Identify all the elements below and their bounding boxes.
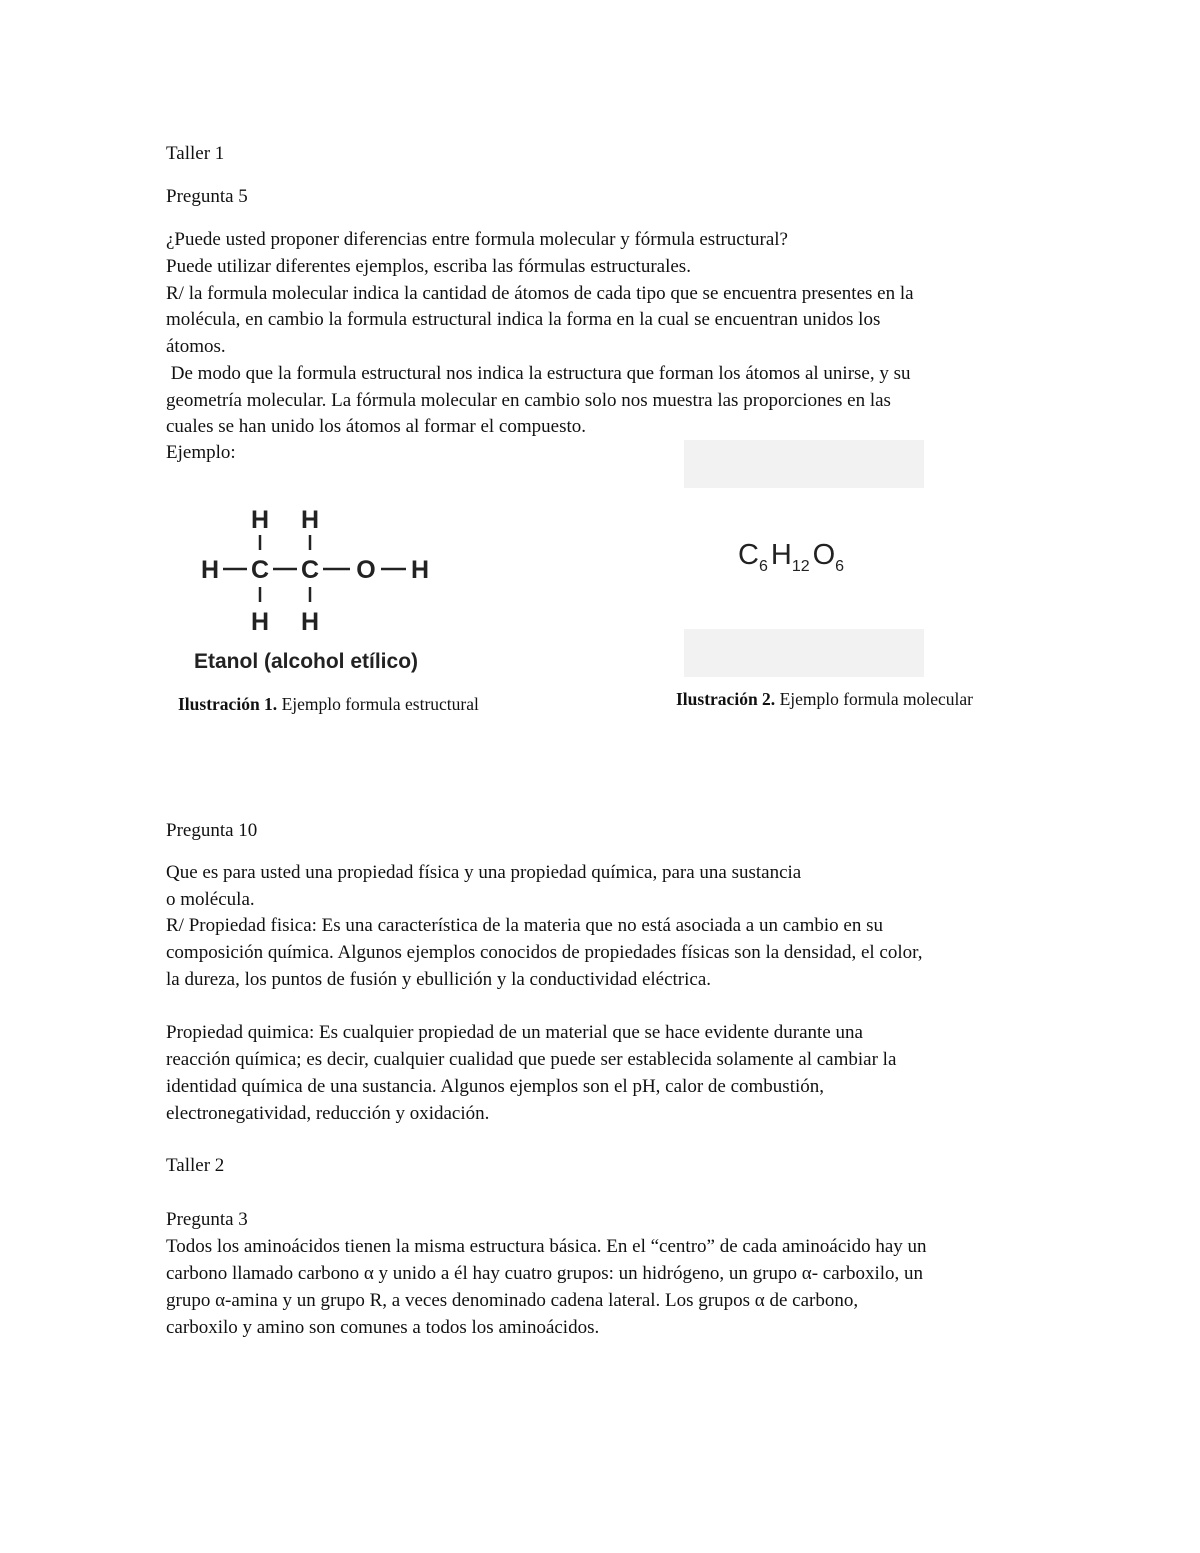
paragraph-line: o molécula. (166, 889, 255, 910)
paragraph-line: ¿Puede usted proponer diferencias entre formula molecular y fórmula estructural? (166, 229, 788, 250)
paragraph-line: composición química. Algunos ejemplos conocidos de propiedades físicas son la densidad, el color, (166, 942, 923, 963)
atom-c: C (300, 556, 320, 584)
figure-1-caption (178, 694, 479, 715)
paragraph-line: Que es para usted una propiedad física y una propiedad química, para una sustancia (166, 862, 802, 883)
paragraph-line: molécula, en cambio la formula estructural indica la forma en la cual se encuentran unidos los (166, 309, 881, 330)
atom-h: H (410, 556, 430, 584)
paragraph-line: R/ Propiedad fisica: Es una característica de la materia que no está asociada a un cambio en su (166, 915, 883, 936)
paragraph-line: grupo α-amina y un grupo R, a veces denominado cadena lateral. Los grupos α de carbono, (166, 1290, 859, 1311)
heading-taller-1: Taller 1 (166, 143, 225, 164)
compound-name: Etanol (alcohol etílico) (194, 650, 419, 673)
caption-label: Ilustración 1. (178, 694, 278, 714)
molecular-formula (738, 538, 844, 584)
formula-subscript: 12 (791, 557, 810, 575)
formula-element: C (738, 539, 759, 571)
atom-h: H (250, 506, 270, 534)
atom-h: H (250, 608, 270, 636)
paragraph-line: cuales se han unido los átomos al formar el compuesto. (166, 416, 587, 437)
caption-text: Ejemplo formula estructural (277, 694, 479, 714)
atom-c: C (250, 556, 270, 584)
atom-h: H (300, 506, 320, 534)
paragraph-line: geometría molecular. La fórmula molecular en cambio solo nos muestra las proporciones en las (166, 390, 891, 411)
caption-label: Ilustración 2. (676, 689, 776, 709)
atom-h: H (300, 608, 320, 636)
formula-element: O (812, 539, 836, 571)
paragraph-line: R/ la formula molecular indica la cantidad de átomos de cada tipo que se encuentra presentes en la (166, 283, 914, 304)
paragraph-line: Todos los aminoácidos tienen la misma estructura básica. En el “centro” de cada aminoácido hay un (166, 1236, 927, 1257)
paragraph-line: identidad química de una sustancia. Algunos ejemplos son el pH, calor de combustión, (166, 1076, 825, 1097)
paragraph-line: reacción química; es decir, cualquier cualidad que puede ser establecida solamente al cambiar la (166, 1049, 897, 1070)
paragraph-line: átomos. (166, 336, 226, 357)
figure-2-caption (676, 689, 973, 710)
formula-element: H (770, 539, 792, 571)
atom-o: O (356, 556, 376, 584)
paragraph-line: electronegatividad, reducción y oxidación. (166, 1103, 490, 1124)
question-title-5: Pregunta 5 (166, 186, 248, 207)
ethanol-structure-figure (190, 500, 450, 680)
heading-taller-2: Taller 2 (166, 1155, 225, 1176)
paragraph-line: carboxilo y amino son comunes a todos los aminoácidos. (166, 1317, 600, 1338)
paragraph-line: De modo que la formula estructural nos indica la estructura que forman los átomos al unirse, y su (166, 363, 911, 384)
formula-subscript: 6 (835, 557, 845, 575)
caption-text: Ejemplo formula molecular (775, 689, 973, 709)
formula-subscript: 6 (758, 557, 768, 575)
paragraph-line: Puede utilizar diferentes ejemplos, escriba las fórmulas estructurales. (166, 256, 691, 277)
question-title-3: Pregunta 3 (166, 1209, 248, 1230)
paragraph-line: la dureza, los puntos de fusión y ebullición y la conductividad eléctrica. (166, 969, 712, 990)
image-placeholder-band (684, 440, 924, 488)
paragraph-line: Ejemplo: (166, 442, 236, 463)
question-title-10: Pregunta 10 (166, 820, 258, 841)
paragraph-line: carbono llamado carbono α y unido a él hay cuatro grupos: un hidrógeno, un grupo α- carboxilo, un (166, 1263, 924, 1284)
atom-h: H (200, 556, 220, 584)
paragraph-line: Propiedad quimica: Es cualquier propiedad de un material que se hace evidente durante una (166, 1022, 863, 1043)
image-placeholder-band (684, 629, 924, 677)
